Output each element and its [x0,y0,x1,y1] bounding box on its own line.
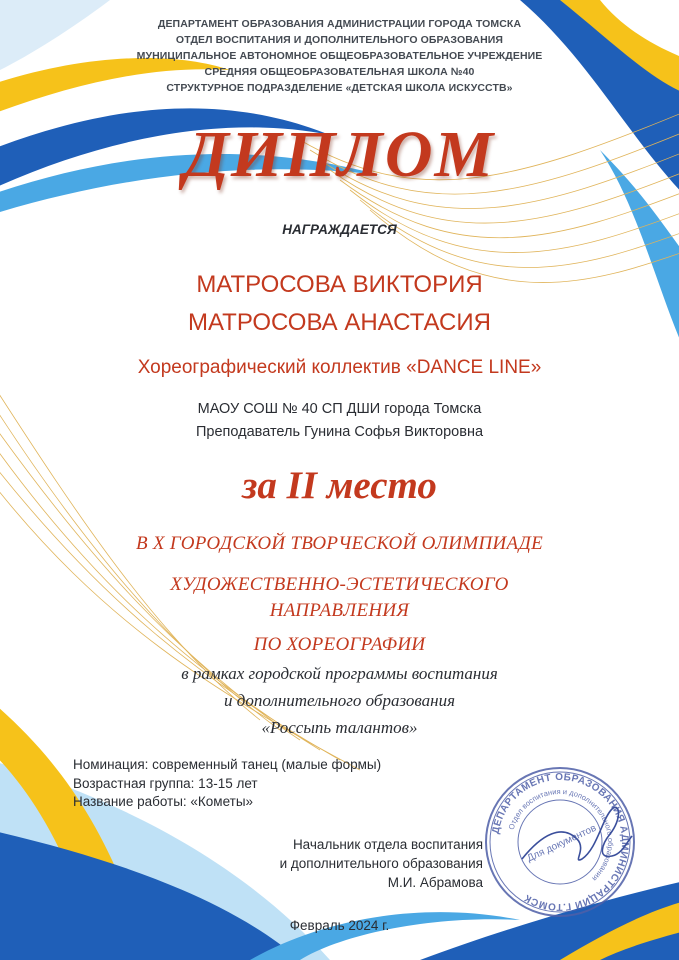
place-award: за II место [242,464,437,507]
olympiad-line-2: ХУДОЖЕСТВЕННО-ЭСТЕТИЧЕСКОГО [170,574,509,595]
framework-line-2: и дополнительного образования [224,691,455,710]
recipient-name-2: МАТРОСОВА АНАСТАСИЯ [188,309,491,336]
teacher-name: Преподаватель Гунина Софья Викторовна [195,424,484,440]
olympiad-line-1: В Х ГОРОДСКОЙ ТВОРЧЕСКОЙ ОЛИМПИАДЕ [135,533,544,554]
framework-line-3: «Россыпь талантов» [261,718,418,737]
header-line-5: СТРУКТУРНОЕ ПОДРАЗДЕЛЕНИЕ «ДЕТСКАЯ ШКОЛА ИСКУССТВ» [166,82,513,94]
stamp-inner-text: Отдел воспитания и дополнительного образования [506,786,616,884]
diploma-title: ДИПЛОМ [183,118,496,191]
olympiad-line-3: НАПРАВЛЕНИЯ [269,600,410,621]
header-line-4: СРЕДНЯЯ ОБЩЕОБРАЗОВАТЕЛЬНАЯ ШКОЛА №40 [204,66,475,78]
age-group: Возрастная группа: 13-15 лет [73,775,258,791]
issue-date: Февраль 2024 г. [289,918,390,933]
header-line-1: ДЕПАРТАМЕНТ ОБРАЗОВАНИЯ АДМИНИСТРАЦИИ ГОРОДА ТОМСКА [157,18,522,30]
nomination: Номинация: современный танец (малые формы) [73,757,382,772]
header-line-2: ОТДЕЛ ВОСПИТАНИЯ И ДОПОЛНИТЕЛЬНОГО ОБРАЗОВАНИЯ [175,34,504,46]
stamp-ring-text: ДЕПАРТАМЕНТ ОБРАЗОВАНИЯ АДМИНИСТРАЦИИ Г.ТОМСК [490,771,631,913]
signer-name: М.И. Абрамова [387,875,483,890]
awarded-label: НАГРАЖДАЕТСЯ [282,222,397,237]
work-title: Название работы: «Кометы» [73,794,254,809]
recipient-name-1: МАТРОСОВА ВИКТОРИЯ [196,271,483,298]
framework-line-1: в рамках городской программы воспитания [181,664,498,683]
official-stamp [482,764,638,920]
school-name: МАОУ СОШ № 40 СП ДШИ города Томска [197,401,482,417]
olympiad-line-4: ПО ХОРЕОГРАФИИ [253,634,426,655]
collective-name: Хореографический коллектив «DANCE LINE» [137,357,542,378]
stamp-center-text: Для документов [525,822,599,865]
competition-details [73,756,381,812]
signature-block [280,835,483,892]
header-line-3: МУНИЦИПАЛЬНОЕ АВТОНОМНОЕ ОБЩЕОБРАЗОВАТЕЛЬНОЕ УЧРЕЖДЕНИЕ [136,50,543,62]
signer-position-2: и дополнительного образования [279,856,483,871]
signer-position-1: Начальник отдела воспитания [292,837,483,852]
